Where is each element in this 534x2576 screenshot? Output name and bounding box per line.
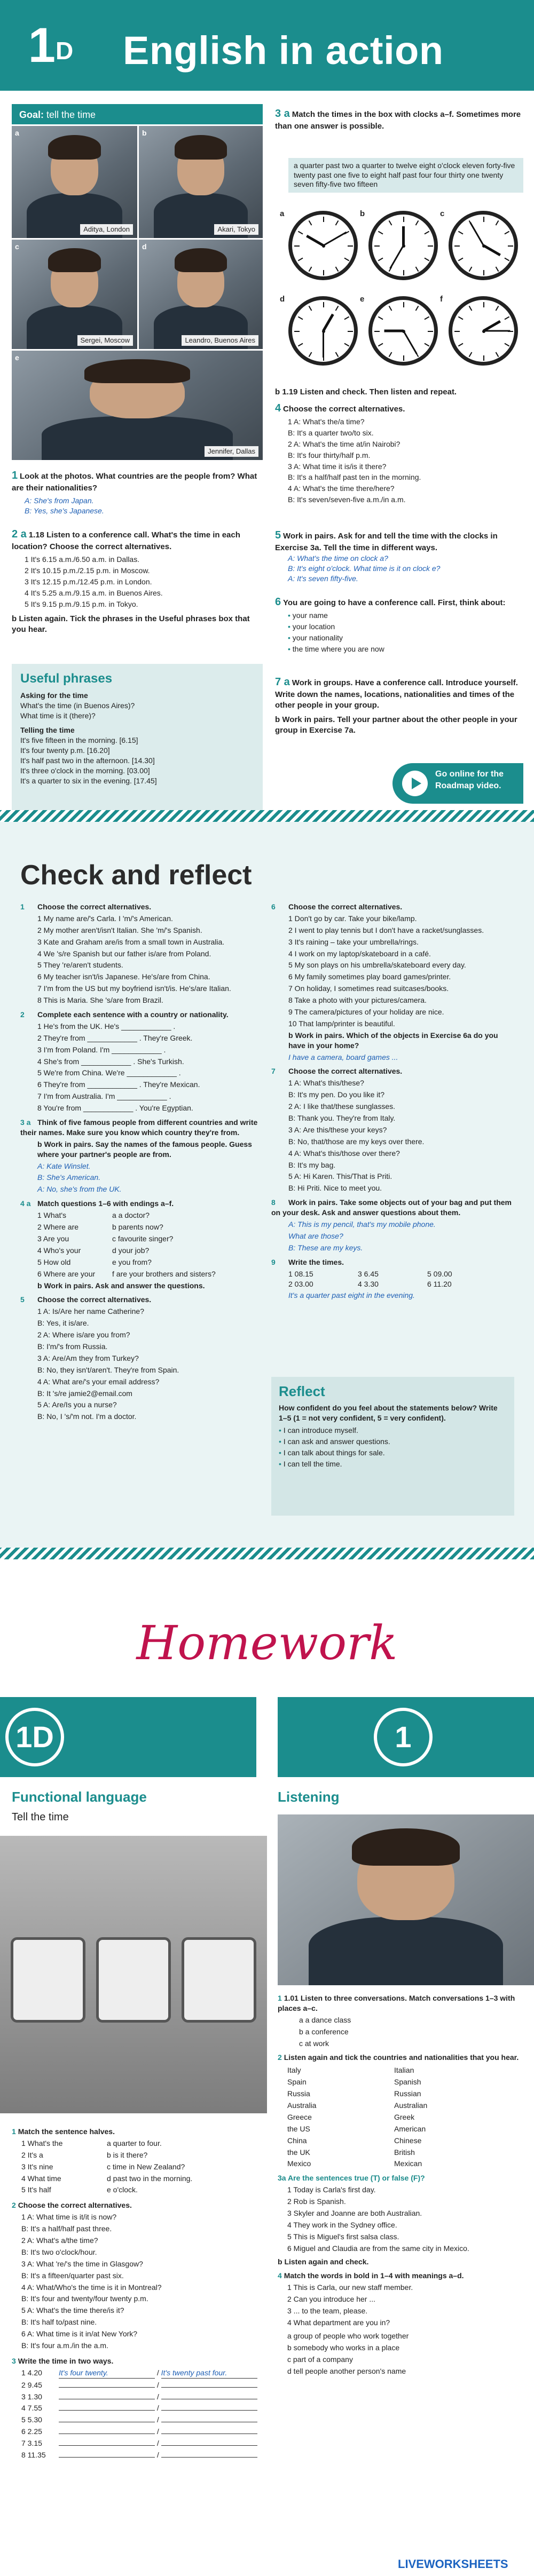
dialogue-line[interactable]: B: It's a half/half past ten in the morning. [288, 473, 421, 482]
answer-blank[interactable] [59, 2438, 155, 2446]
goal-bar [12, 104, 263, 124]
answer-blank[interactable] [161, 2380, 257, 2388]
photo-e [12, 351, 263, 460]
exercise-line[interactable]: 5 A: Hi Karen. This/That is Priti. [288, 1172, 392, 1181]
exercise-line[interactable]: 1 A: What's this/these? [288, 1079, 364, 1088]
list-item[interactable]: 4 It's 5.25 a.m./9.15 a.m. in Buenos Aires. [25, 588, 163, 597]
exercise-line[interactable]: 1 My name are/'s Carla. I 'm/'s American. [37, 914, 173, 923]
match-right[interactable]: e you from? [112, 1257, 152, 1266]
exercise-line[interactable]: 2 My mother aren't/isn't Italian. She 'm/'s Spanish. [37, 925, 202, 934]
answer-blank[interactable] [59, 2427, 155, 2434]
nationality-item[interactable]: Chinese [394, 2136, 422, 2145]
exercise-instruction: Match the sentence halves. [18, 2127, 115, 2136]
exercise-1 [12, 469, 263, 516]
divider-stripe [0, 1548, 534, 1559]
exercise-line[interactable]: B: It's my pen. Do you like it? [288, 1090, 385, 1099]
exercise-line[interactable]: 7 I'm from the US but my boyfriend isn't/is. He's/are Italian. [37, 984, 231, 993]
nationality-item[interactable]: Spanish [394, 2078, 421, 2087]
match-right[interactable]: c time in New Zealand? [107, 2162, 185, 2171]
exercise-line[interactable]: 10 That lamp/printer is beautiful. [288, 1019, 395, 1028]
answer-blank[interactable] [161, 2403, 257, 2411]
goal-text: tell the time [46, 109, 96, 120]
match-left[interactable]: 5 How old [37, 1257, 71, 1266]
true-false-item[interactable]: 3 Skyler and Joanne are both Australian. [287, 2209, 422, 2218]
exercise-instruction: b Listen again. Tick the phrases in the Useful phrases box that you hear. [12, 614, 250, 634]
exercise-instruction: b 1.19 Listen and check. Then listen and repeat. [275, 387, 457, 397]
photo-b [139, 126, 263, 238]
exercise-line[interactable]: B: It's a half/half past three. [21, 2224, 112, 2233]
exercise-line[interactable]: 8 You're from ____________ . You're Egyptian. [37, 1104, 193, 1113]
match-left[interactable]: 4 What time [21, 2174, 61, 2183]
exercise-line[interactable]: 1 He's from the UK. He's ____________ . [37, 1021, 176, 1031]
exercise-instruction: Work in pairs. Ask for and tell the time with the clocks in Exercise 3a. Tell the time in different ways. [275, 532, 498, 552]
time-row: 2 9.45 / [21, 2380, 263, 2390]
exercise-line[interactable]: 4 A: What/Who's the time is it in Montreal? [21, 2282, 162, 2292]
useful-heading: Asking for the time [20, 691, 88, 700]
exercise-line[interactable]: B: Thank you. They're from Italy. [288, 1114, 396, 1123]
match-left[interactable]: 2 Where are [37, 1223, 79, 1232]
exercise-line[interactable]: 2 A: I like that/these sunglasses. [288, 1102, 396, 1111]
example-line: It's a quarter past eight in the evening. [288, 1291, 415, 1300]
exercise-line[interactable]: 6 They're from ____________ . They're Mexican. [37, 1080, 200, 1089]
dialogue-line[interactable]: 4 A: What's the time there/here? [288, 484, 395, 493]
exercise-line[interactable]: 4 A: What are/'s your email address? [37, 1377, 160, 1386]
exercise-instruction: b Listen again and check. [278, 2257, 369, 2266]
exercise-line[interactable]: 8 Take a photo with your pictures/camera. [288, 996, 427, 1005]
nationality-item[interactable]: Italian [394, 2066, 414, 2075]
exercise-instruction: Complete each sentence with a country or nationality. [37, 1010, 229, 1019]
example-line: A: What's the time on clock a? [288, 554, 388, 563]
photo-caption: Jennifer, Dallas [205, 446, 258, 457]
exercise-instruction: 3a Are the sentences true (T) or false (F)? [278, 2174, 425, 2183]
exercise-line[interactable]: 5 They 're/aren't students. [37, 961, 123, 970]
answer-blank[interactable] [59, 2415, 155, 2422]
exercise-3b [275, 387, 523, 398]
meaning-item[interactable]: a group of people who work together [287, 2331, 409, 2340]
phrase: It's five fifteen in the morning. [6.15] [20, 735, 138, 744]
check-reflect-title: Check and reflect [20, 860, 252, 891]
exercise-instruction: b Work in pairs. Say the names of the famous people. Guess where your partner's people are from. [37, 1139, 252, 1159]
match-left[interactable]: 3 Are you [37, 1234, 69, 1243]
useful-heading: Telling the time [20, 726, 75, 735]
example-line: A: This is my pencil, that's my mobile phone. [288, 1220, 436, 1229]
example-line: A: She's from Japan. [25, 496, 94, 505]
country-item[interactable]: Greece [287, 2112, 312, 2121]
divider-stripe [0, 810, 534, 822]
goal-label: Goal: [19, 109, 44, 120]
exercise-line[interactable]: B: It's my bag. [288, 1160, 336, 1169]
match-left[interactable]: 2 It's a [21, 2150, 43, 2159]
exercise-instruction: Think of five famous people from different countries and write their names. Make sure you know which country they're from. [20, 1118, 258, 1137]
liveworksheets-logo: LIVEWORKSHEETS [398, 2557, 508, 2571]
country-item[interactable]: the US [287, 2124, 310, 2133]
homework-left-column: 1 Match the sentence halves. 1 What's the 2 It's a 3 It's nine 4 What time 5 It's half a quarter to four. b is it there? c time in New Zealand? d past two in the morning. e o'clock. 2 Choose the correct alternatives. 1 A: What time is it/it is now? B: It's a half/half past three. 2 A: What's a/the time? B: It's two o'clock/hour. 3 A: What 're/'s the time in Glasgow? B: It's a fifteen/quarter past six. 4 A: What/Who's the time is it in Montreal? B: It's four and twenty/four twenty p.m. 5 A: What's the time there/is it? B: It's half to/past nine. 6 A: What time is it in/at New York? B: It's four a.m./in the a.m. 3 Write the time in two ways. 1 4.20 It's four twenty. / It's twenty past four. 2 9.45 / 3 1.30 / 4 7.55 / 5 5.30 / 6 2.25 / 7 3.15 / 8 11.35 / [12, 2127, 263, 2460]
match-right[interactable]: d past two in the morning. [107, 2174, 193, 2183]
match-right[interactable]: a quarter to four. [107, 2138, 162, 2147]
bullet-item: • your location [288, 622, 335, 631]
time-item: 4 3.30 [358, 1279, 379, 1288]
exercise-line[interactable]: 6 A: What time is it in/at New York? [21, 2329, 138, 2339]
exercise-line[interactable]: B: Hi Priti. Nice to meet you. [288, 1184, 382, 1193]
man-on-phone-photo [278, 1814, 534, 1985]
photo-letter: d [142, 242, 147, 251]
reflect-instruction: How confident do you feel about the statements below? Write 1–5 (1 = not very confident, 5 = very confident). [279, 1404, 498, 1422]
exercise-line[interactable]: 2 I went to play tennis but I don't have a racket/sunglasses. [288, 925, 484, 934]
exercise-line[interactable]: 4 We 's/re Spanish but our father is/are from Poland. [37, 949, 211, 958]
list-item[interactable]: 2 It's 10.15 p.m./2.15 p.m. in Moscow. [25, 566, 150, 575]
exercise-line[interactable]: 4 I work on my laptop/skateboard in a café. [288, 949, 431, 958]
exercise-line[interactable]: B: It 's/re jamie2@email.com [37, 1389, 132, 1398]
country-item[interactable]: Australia [287, 2101, 317, 2110]
match-right[interactable]: f are your brothers and sisters? [112, 1269, 216, 1278]
phrase: What time is it (there)? [20, 711, 96, 720]
example-line: A: No, she's from the UK. [37, 1185, 122, 1194]
reflect-box [271, 1377, 514, 1516]
unit-badge [0, 0, 101, 91]
word-line[interactable]: 3 ... to the team, please. [287, 2306, 368, 2316]
reflect-item[interactable]: • I can ask and answer questions. [279, 1437, 390, 1446]
dialogue-line[interactable]: 3 A: What time it is/is it there? [288, 462, 387, 471]
word-box: a quarter past two a quarter to twelve eight o'clock eleven forty-five twenty past one five to eight half past four four thirty one twenty seven fifty-five two fifteen [288, 158, 523, 193]
phrase: What's the time (in Buenos Aires)? [20, 701, 135, 710]
answer-blank[interactable] [161, 2438, 257, 2446]
exercise-line[interactable]: 4 She's from ____________ . She's Turkish. [37, 1057, 184, 1066]
unit-letter: D [55, 36, 74, 65]
exercise-instruction: Match the words in bold in 1–4 with meanings a–d. [284, 2271, 464, 2280]
exercise-line[interactable]: 7 I'm from Australia. I'm ____________ . [37, 1092, 171, 1101]
check-right-column: 6 Choose the correct alternatives. 1 Don't go by car. Take your bike/lamp. 2 I went to play tennis but I don't have a racket/sunglasses. 3 It's raining – take your umbrella/rings. 4 I work on my laptop/skateboard in a café. 5 My son plays on his umbrella/skateboard every day. 6 My family sometimes play board games/printer. 7 On holiday, I sometimes read suitcases/books. 8 Take a photo with your pictures/camera. 9 The camera/pictures of your holiday are nice. 10 That lamp/printer is beautiful. b Work in pairs. Which of the objects in Exercise 6a do you have in your home? I have a camera, board games ... 7 Choose the correct alternatives. 1 A: What's this/these? B: It's my pen. Do you like it? 2 A: I like that/these sunglasses. B: Thank you. They're from Italy. 3 A: Are this/these your keys? B: No, that/those are my keys over there. 4 A: What's this/those over there? B: It's my bag. 5 A: Hi Karen. This/That is Priti. B: Hi Priti. Nice to meet you. 8 Work in pairs. Take some objects out of your bag and put them on your desk. Ask and answer questions about them. A: This is my pencil, that's my mobile phone. What are those? B: These are my keys. 9 Write the times. 1 08.15 3 6.45 5 09.00 2 03.00 4 3.30 6 11.20 It's a quarter past eight in the evening. [271, 902, 517, 1301]
photo-caption: Aditya, London [80, 224, 133, 235]
example-line: B: These are my keys. [288, 1243, 363, 1252]
exercise-line[interactable]: B: It's four a.m./in the a.m. [21, 2341, 108, 2350]
dialogue-line[interactable]: 1 A: What's the/a time? [288, 417, 365, 426]
exercise-line[interactable]: 3 I'm from Poland. I'm ____________ . [37, 1045, 166, 1054]
check-left-column: 1 Choose the correct alternatives. 1 My name are/'s Carla. I 'm/'s American. 2 My mother aren't/isn't Italian. She 'm/'s Spanish. 3 Kate and Graham are/is from a small town in Australia. 4 We 's/re Spanish but our father is/are from Poland. 5 They 're/aren't students. 6 My teacher isn't/is Japanese. He's/are from China. 7 I'm from the US but my boyfriend isn't/is. He's/are Italian. 8 This is Maria. She 's/are from Brazil. 2 Complete each sentence with a country or nationality. 1 He's from the UK. He's ____________ . 2 They're from ____________ . They're Greek. 3 I'm from Poland. I'm ____________ . 4 She's from ____________ . She's Turkish. 5 We're from China. We're ____________ . 6 They're from ____________ . They're Mexican. 7 I'm from Australia. I'm ____________ . 8 You're from ____________ . You're Egyptian. 3 a Think of five famous people from different countries and write their names. Make sure you know which country they're from. b Work in pairs. Say the names of the famous people. Guess where your partner's people are from. A: Kate Winslet. B: She's American. A: No, she's from the UK. 4 a Match questions 1–6 with endings a–f. 1 What's 2 Where are 3 Are you 4 Who's your 5 How old 6 Where are your a a doctor? b parents now? c favourite singer? d your job? e you from? f are your brothers and sisters? b Work in pairs. Ask and answer the questions. 5 Choose the correct alternatives. 1 A: Is/Are her name Catherine? B: Yes, it is/are. 2 A: Where is/are you from? B: I'm/'s from Russia. 3 A: Are/Am they from Turkey? B: No, they isn't/aren't. They're from Spain. 4 A: What are/'s your email address? B: It 's/re jamie2@email.com 5 A: Are/Is you a nurse? B: No, I 's/'m not. I'm a doctor. [20, 902, 261, 1422]
useful-phrases-title: Useful phrases [20, 671, 113, 686]
time-row: 3 1.30 / [21, 2392, 263, 2402]
true-false-item[interactable]: 1 Today is Carla's first day. [287, 2185, 376, 2194]
clock-label: e [360, 295, 365, 304]
exercise-5 [275, 528, 523, 584]
exercise-line[interactable]: 8 This is Maria. She 's/are from Brazil. [37, 996, 163, 1005]
example-line: What are those? [288, 1231, 343, 1240]
bullet-item: • the time where you are now [288, 644, 384, 653]
exercise-number: 5 [275, 529, 281, 541]
clock-label: c [440, 209, 445, 218]
exercise-instruction: b Work in pairs. Ask and answer the questions. [37, 1281, 205, 1290]
exercise-number: 4 [275, 402, 281, 414]
answer-blank[interactable] [59, 2450, 155, 2458]
exercise-line[interactable]: 5 My son plays on his umbrella/skateboard every day. [288, 961, 466, 970]
exercise-line[interactable]: B: It's two o'clock/hour. [21, 2247, 97, 2256]
example-line: A: Kate Winslet. [37, 1161, 91, 1170]
exercise-instruction: Write the times. [288, 1257, 344, 1266]
country-item[interactable]: Russia [287, 2089, 310, 2098]
dialogue-line[interactable]: 2 A: What's the time at/in Nairobi? [288, 439, 400, 448]
exercise-line[interactable]: 5 We're from China. We're ____________ . [37, 1068, 181, 1077]
exercise-line[interactable]: 3 A: Are/Am they from Turkey? [37, 1353, 139, 1362]
homework-left-sub: Tell the time [12, 1811, 69, 1823]
answer-blank[interactable] [59, 2392, 155, 2399]
exercise-3a [275, 107, 523, 132]
time-item: 1 08.15 [288, 1269, 313, 1278]
true-false-item[interactable]: 4 They work in the Sydney office. [287, 2220, 397, 2229]
time-row: 6 2.25 / [21, 2427, 263, 2437]
nationality-item[interactable]: Mexican [394, 2159, 422, 2168]
time-item: 6 11.20 [427, 1279, 452, 1288]
list-item[interactable]: 5 It's 9.15 p.m./9.15 p.m. in Tokyo. [25, 599, 138, 608]
exercise-instruction: b Work in pairs. Which of the objects in Exercise 6a do you have in your home? [288, 1031, 498, 1050]
photo-a [12, 126, 137, 238]
exercise-line[interactable]: 5 A: What's the time there/is it? [21, 2306, 124, 2315]
exercise-instruction: Match the times in the box with clocks a–f. Sometimes more than one answer is possible. [275, 110, 521, 131]
time-row: 8 11.35 / [21, 2450, 263, 2460]
country-item[interactable]: the UK [287, 2147, 310, 2157]
clock-label: f [440, 295, 443, 304]
phrase: It's four twenty p.m. [16.20] [20, 746, 110, 755]
exercise-line[interactable]: 5 A: Are/Is you a nurse? [37, 1400, 117, 1409]
place-item[interactable]: a a dance class [299, 2015, 351, 2024]
exercise-line[interactable]: 2 They're from ____________ . They're Greek. [37, 1033, 193, 1042]
exercise-line[interactable]: B: No, I 's/'m not. I'm a doctor. [37, 1412, 137, 1421]
photo-letter: a [15, 129, 19, 137]
clock-face [288, 296, 358, 366]
time-row: 7 3.15 / [21, 2438, 263, 2448]
match-right[interactable]: d your job? [112, 1246, 150, 1255]
homework-left-badge: 1D [5, 1708, 64, 1766]
exercise-instruction: Choose the correct alternatives. [283, 405, 405, 414]
exercise-number: 6 [275, 596, 281, 608]
reflect-item[interactable]: • I can introduce myself. [279, 1425, 358, 1434]
homework-left-heading: Functional language [12, 1789, 147, 1805]
match-right[interactable]: a a doctor? [112, 1211, 150, 1220]
bullet-item: • your nationality [288, 633, 343, 642]
exercise-instruction: Write the time in two ways. [18, 2356, 114, 2365]
match-left[interactable]: 4 Who's your [37, 1246, 81, 1255]
photo-c [12, 240, 137, 349]
exercise-line[interactable]: 9 The camera/pictures of your holiday are nice. [288, 1008, 444, 1017]
exercise-2a [12, 527, 263, 635]
match-left[interactable]: 5 It's half [21, 2185, 51, 2194]
exercise-line[interactable]: 6 My teacher isn't/is Japanese. He's/are from China. [37, 972, 210, 981]
time-item: 3 6.45 [358, 1269, 379, 1278]
exercise-line[interactable]: B: It's half to/past nine. [21, 2318, 97, 2327]
photo-letter: b [142, 129, 147, 137]
time-item: 5 09.00 [427, 1269, 452, 1278]
meaning-item[interactable]: c part of a company [287, 2355, 353, 2364]
photo-caption: Sergei, Moscow [77, 335, 133, 346]
exercise-line[interactable]: 1 A: Is/Are her name Catherine? [37, 1307, 144, 1316]
answer-blank[interactable] [161, 2415, 257, 2422]
meaning-item[interactable]: b somebody who works in a place [287, 2343, 400, 2352]
homework-title: Homework [136, 1615, 398, 1670]
clocks-photo [0, 1836, 267, 2113]
answer-blank[interactable] [59, 2380, 155, 2388]
list-item[interactable]: 1 It's 6.15 a.m./6.50 a.m. in Dallas. [25, 555, 140, 564]
exercise-number: 1 [12, 470, 18, 481]
nationality-item[interactable]: American [394, 2124, 426, 2133]
exercise-4 [275, 401, 523, 505]
exercise-instruction: Choose the correct alternatives. [288, 1067, 403, 1076]
exercise-line[interactable]: 6 My family sometimes play board games/printer. [288, 972, 451, 981]
exercise-line[interactable]: 1 Don't go by car. Take your bike/lamp. [288, 914, 417, 923]
example-line: A: It's seven fifty-five. [288, 574, 358, 583]
bullet-item: • your name [288, 611, 328, 620]
exercise-line[interactable]: 3 A: What 're/'s the time in Glasgow? [21, 2259, 143, 2268]
country-item[interactable]: Spain [287, 2078, 307, 2087]
answer-blank[interactable] [161, 2392, 257, 2399]
exercise-line[interactable]: 2 A: What's a/the time? [21, 2236, 98, 2245]
exercise-line[interactable]: 1 A: What time is it/it is now? [21, 2213, 117, 2222]
time-item: 2 03.00 [288, 1279, 313, 1288]
exercise-instruction: 1.01 Listen to three conversations. Match conversations 1–3 with places a–c. [278, 1994, 515, 2012]
homework-right-column: 1 1.01 Listen to three conversations. Match conversations 1–3 with places a–c. a a dance class b a conference c at work 2 Listen again and tick the countries and nationalities that you hear. Italy Spain Russia Australia Greece the US China the UK Mexico Italian Spanish Russian Australian Greek American Chinese British Mexican 3a Are the sentences true (T) or false (F)? 1 Today is Carla's first day. 2 Rob is Spanish. 3 Skyler and Joanne are both Australian. 4 They work in the Sydney office. 5 This is Miguel's first salsa class. 6 Miguel and Claudia are from the same city in Mexico. b Listen again and check. 4 Match the words in bold in 1–4 with meanings a–d. 1 This is Carla, our new staff member. 2 Can you introduce her ... 3 ... to the team, please. 4 What department are you in? a group of people who work together b somebody who works in a place c part of a company d tell people another person's name [278, 1993, 523, 2376]
nationality-item[interactable]: Australian [394, 2101, 428, 2110]
match-right[interactable]: b parents now? [112, 1223, 163, 1232]
exercise-line[interactable]: 3 Kate and Graham are/is from a small town in Australia. [37, 937, 225, 946]
answer-blank[interactable] [59, 2403, 155, 2411]
exercise-line[interactable]: B: Yes, it is/are. [37, 1319, 89, 1328]
phrase: It's a quarter to six in the evening. [17.45] [20, 776, 157, 785]
exercise-line[interactable]: B: No, that/those are my keys over there. [288, 1137, 425, 1146]
true-false-item[interactable]: 5 This is Miguel's first salsa class. [287, 2232, 399, 2241]
clock-label: b [360, 209, 365, 218]
reflect-title: Reflect [279, 1383, 325, 1399]
list-item[interactable]: 3 It's 12.15 p.m./12.45 p.m. in London. [25, 577, 152, 586]
exercise-instruction: Choose the correct alternatives. [18, 2201, 132, 2210]
example-line: B: It's eight o'clock. What time is it on clock e? [288, 564, 441, 573]
word-line[interactable]: 4 What department are you in? [287, 2318, 390, 2327]
exercise-line[interactable]: B: It's a fifteen/quarter past six. [21, 2271, 124, 2280]
exercise-instruction: Choose the correct alternatives. [37, 902, 152, 911]
exercise-line[interactable]: B: I'm/'s from Russia. [37, 1342, 108, 1351]
time-row: 5 5.30 / [21, 2415, 263, 2425]
exercise-instruction: Work in pairs. Take some objects out of your bag and put them on your desk. Ask and answer questions about them. [271, 1198, 512, 1217]
example-line: B: She's American. [37, 1173, 101, 1182]
word-line[interactable]: 2 Can you introduce her ... [287, 2295, 375, 2304]
exercise-instruction: Listen again and tick the countries and nationalities that you hear. [284, 2053, 519, 2062]
word-line[interactable]: 1 This is Carla, our new staff member. [287, 2283, 413, 2292]
exercise-instruction: You are going to have a conference call. First, think about: [283, 598, 506, 607]
homework-right-heading: Listening [278, 1789, 340, 1805]
place-item[interactable]: b a conference [299, 2027, 349, 2036]
exercise-instruction: Choose the correct alternatives. [288, 902, 403, 911]
exercise-6 [275, 595, 523, 654]
true-false-item[interactable]: 6 Miguel and Claudia are from the same city in Mexico. [287, 2244, 469, 2253]
page-title: English in action [123, 28, 444, 73]
dialogue-line[interactable]: B: It's a quarter two/to six. [288, 428, 374, 437]
clock-label: a [280, 209, 285, 218]
clock-face [449, 211, 518, 280]
exercise-line[interactable]: 4 A: What's this/those over there? [288, 1148, 400, 1158]
clock-face [449, 296, 518, 366]
play-icon [402, 771, 428, 796]
exercise-instruction: Look at the photos. What countries are the people from? What are their nationalities? [12, 472, 257, 493]
reflect-item[interactable]: • I can talk about things for sale. [279, 1448, 385, 1457]
phrase: It's three o'clock in the morning. [03.00] [20, 766, 150, 775]
clock-face [368, 211, 438, 280]
photo-caption: Akari, Tokyo [214, 224, 258, 235]
reflect-item[interactable]: • I can tell the time. [279, 1459, 342, 1468]
exercise-7 [275, 675, 523, 736]
nationality-item[interactable]: Russian [394, 2089, 421, 2098]
answer-blank[interactable] [161, 2450, 257, 2458]
exercise-line[interactable]: 3 A: Are this/these your keys? [288, 1125, 387, 1134]
nationality-item[interactable]: British [394, 2147, 415, 2157]
exercise-instruction: b Work in pairs. Tell your partner about the other people in your group in Exercise 7a. [275, 715, 517, 735]
photo-letter: e [15, 353, 19, 362]
time-row: 4 7.55 / [21, 2403, 263, 2413]
match-right[interactable]: e o'clock. [107, 2185, 138, 2194]
match-left[interactable]: 3 It's nine [21, 2162, 53, 2171]
clock-face [288, 211, 358, 280]
nationality-item[interactable]: Greek [394, 2112, 415, 2121]
roadmap-video-link[interactable] [392, 763, 523, 804]
time-row: 1 4.20 It's four twenty. / It's twenty past four. [21, 2368, 263, 2379]
dialogue-line[interactable]: B: It's seven/seven-five a.m./in a.m. [288, 495, 406, 504]
exercise-instruction: Choose the correct alternatives. [37, 1295, 152, 1304]
dialogue-line[interactable]: B: It's four thirty/half p.m. [288, 450, 371, 459]
exercise-line[interactable]: B: It's four and twenty/four twenty p.m. [21, 2294, 148, 2303]
true-false-item[interactable]: 2 Rob is Spanish. [287, 2197, 346, 2206]
clock-face [368, 296, 438, 366]
exercise-line[interactable]: 2 A: Where is/are you from? [37, 1330, 130, 1339]
answer-blank[interactable] [161, 2427, 257, 2434]
country-item[interactable]: China [287, 2136, 307, 2145]
match-right[interactable]: c favourite singer? [112, 1234, 174, 1243]
phrase: It's half past two in the afternoon. [14.30] [20, 756, 155, 765]
example-line: I have a camera, board games ... [288, 1052, 398, 1061]
country-item[interactable]: Italy [287, 2066, 301, 2075]
exercise-number: 3 a [275, 108, 290, 120]
homework-right-badge: 1 [374, 1708, 433, 1766]
exercise-line[interactable]: 3 It's raining – take your umbrella/rings. [288, 937, 419, 946]
photo-caption: Leandro, Buenos Aires [182, 335, 258, 346]
exercise-instruction: Work in groups. Have a conference call. Introduce yourself. Write down the names, locations, nationalities and times of the other people in your group. [275, 678, 518, 710]
meaning-item[interactable]: d tell people another person's name [287, 2366, 406, 2375]
exercise-instruction: Match questions 1–6 with endings a–f. [37, 1199, 174, 1208]
match-right[interactable]: b is it there? [107, 2150, 148, 2159]
country-item[interactable]: Mexico [287, 2159, 311, 2168]
match-left[interactable]: 1 What's the [21, 2138, 63, 2147]
photo-d [139, 240, 263, 349]
photo-letter: c [15, 242, 19, 251]
match-left[interactable]: 6 Where are your [37, 1269, 96, 1278]
exercise-line[interactable]: 7 On holiday, I sometimes read suitcases/books. [288, 984, 449, 993]
exercise-number: 7 a [275, 676, 290, 688]
example-line: B: Yes, she's Japanese. [25, 506, 104, 516]
roadmap-text: Go online for the Roadmap video. [435, 770, 504, 790]
place-item[interactable]: c at work [299, 2039, 329, 2048]
clock-label: d [280, 295, 285, 304]
match-left[interactable]: 1 What's [37, 1211, 67, 1220]
exercise-number: 2 a [12, 528, 27, 540]
exercise-line[interactable]: B: No, they isn't/aren't. They're from Spain. [37, 1365, 179, 1374]
exercise-instruction: 1.18 Listen to a conference call. What's the time in each location? Choose the correct alternatives. [12, 530, 240, 551]
unit-number: 1 [28, 18, 56, 73]
